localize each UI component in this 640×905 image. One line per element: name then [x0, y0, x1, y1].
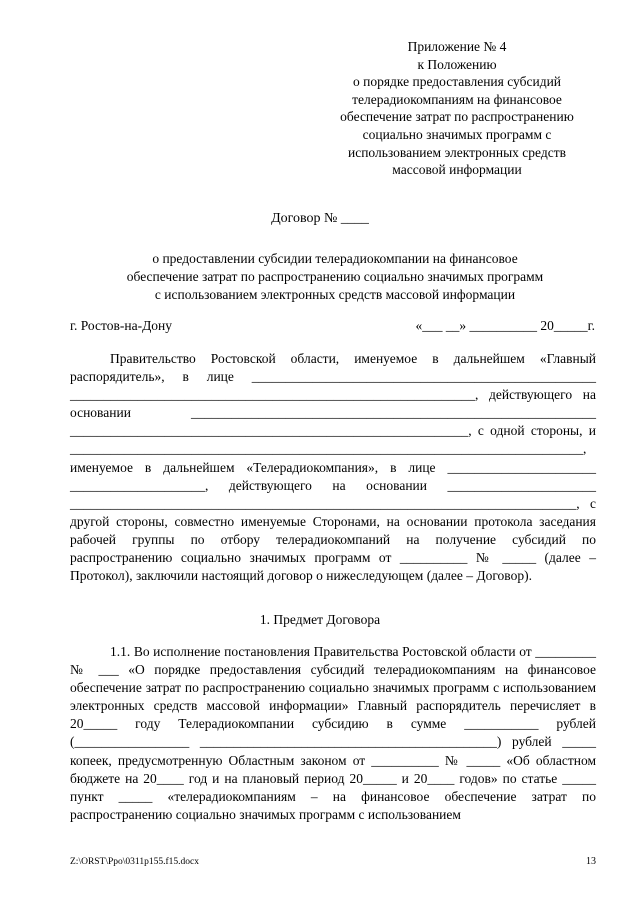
contract-subject	[70, 250, 600, 304]
appendix-header	[312, 38, 602, 179]
contract-subject-line: с использованием электронных средств массовой информации	[154, 287, 516, 302]
footer-file-path: Z:\ORST\Ppo\0311p155.f15.docx	[70, 857, 199, 867]
preamble-paragraph: Правительство Ростовской области, именуемое в дальнейшем «Главный распорядитель», в лице ___________________________________________________ ____________________________________________________________, действующего на основании ____________________________________________________________ ___________________________________________________________, с одной стороны, и ____________________________________________________________________________, именуемое в дальнейшем «Телерадиокомпания», в лице ______________________ ____________________, действующего на основании ______________________ ___________________________________________________________________________, с другой стороны, совместно именуемые Сторонами, на основании протокола заседания рабочей группы по отбору телерадиокомпаний на получение субсидий по распространению социально значимых программ от __________ № _____ (далее – Протокол), заключили настоящий договор о нижеследующем (далее – Договор).	[70, 351, 600, 584]
contract-title: Договор № ____	[271, 211, 369, 226]
contract-date: «___ __» __________ 20_____г.	[415, 318, 595, 333]
appendix-line: массовой информации	[392, 162, 522, 178]
contract-city: г. Ростов-на-Дону	[70, 318, 173, 333]
appendix-line: социально значимых программ с	[362, 126, 552, 142]
appendix-line: о порядке предоставления субсидий	[352, 74, 562, 90]
contract-subject-line: о предоставлении субсидии телерадиокомпании на финансовое	[152, 251, 518, 266]
appendix-line: Приложение № 4	[407, 39, 507, 54]
appendix-line: обеспечение затрат по распространению	[340, 109, 574, 125]
clause-paragraph: 1.1. Во исполнение постановления Правительства Ростовской области от _________ № ___ «О порядке предоставления субсидий телерадиокомпаниям на финансовое обеспечение затрат по распространению социально значимых программ с использованием электронных средств массовой информации» Главный распорядитель перечисляет в 20_____ году Телерадиокомпании субсидию в сумме ___________ рублей (_________________ ____________________________________________) рублей _____ копеек, предусмотренную Областным законом от __________ № _____ «Об областном бюджете на 20____ год и на плановый период 20_____ и 20____ годов» по статье _____ пункт _____ «телерадиокомпаниям – на финансовое обеспечение затрат по распространению социально значимых программ с использованием	[70, 644, 600, 822]
contract-subject-line: обеспечение затрат по распространению социально значимых программ	[126, 269, 544, 284]
appendix-line: к Положению	[417, 56, 497, 72]
appendix-line: использованием электронных средств	[347, 144, 567, 160]
page-number: 13	[586, 856, 596, 867]
section-heading: 1. Предмет Договора	[259, 612, 381, 627]
appendix-line: телерадиокомпаниям на финансовое	[352, 91, 562, 107]
clause-1-1	[70, 643, 600, 824]
preamble	[70, 350, 600, 585]
